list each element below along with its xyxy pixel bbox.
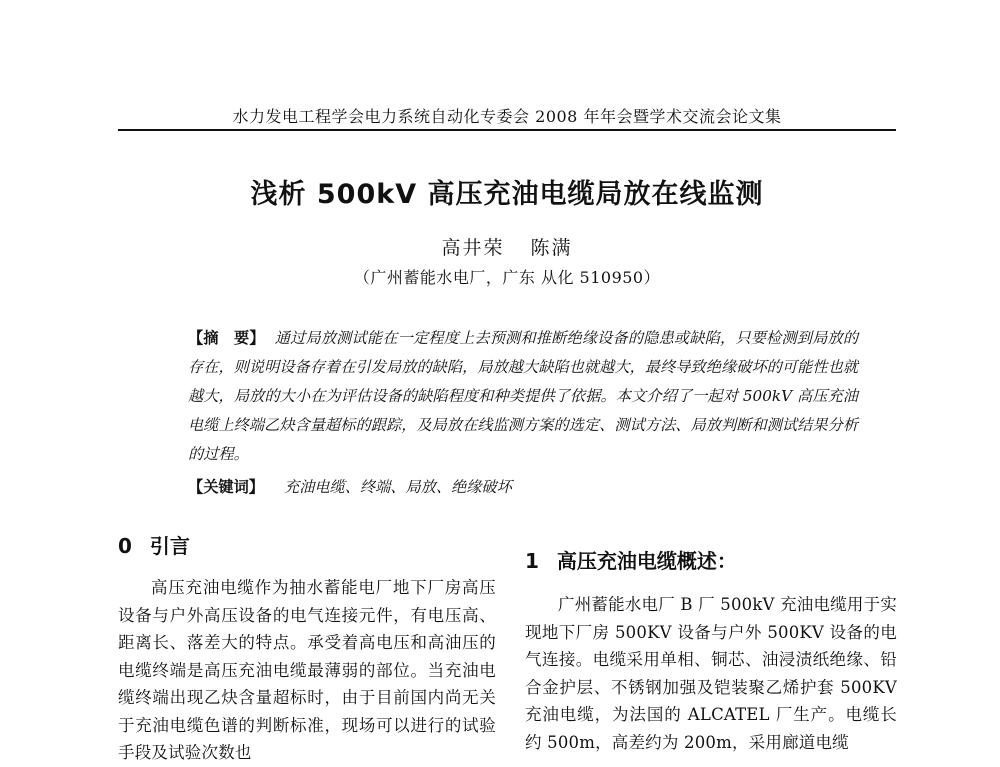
section-heading-overview [525, 545, 737, 574]
affiliation: （广州蓄能水电厂，广东 从化 510950） [353, 268, 661, 287]
section-number: 1 [525, 549, 539, 573]
paragraph: 广州蓄能水电厂 B 厂 500kV 充油电缆用于实现地下厂房 500KV 设备与户外 500KV 设备的电气连接。电缆采用单相、铜芯、油浸渍纸绝缘、铅合金护层、不锈钢加强及铠装聚乙烯护套 500KV 充油电缆，为法国的 ALCATEL 厂生产。电缆长约 500m，高差约为 200m，采用廊道电缆 [525, 595, 898, 752]
author-list [118, 233, 896, 260]
abstract-label: 【摘 要】 [188, 329, 265, 347]
paper-title: 浅析 500kV 高压充油电缆局放在线监测 [250, 179, 764, 210]
header-rule [118, 129, 896, 131]
body-column-right [525, 591, 897, 756]
author-name: 陈满 [530, 237, 573, 259]
paragraph: 高压充油电缆作为抽水蓄能电厂地下厂房高压设备与户外高压设备的电气连接元件，有电压高、距离长、落差大的特点。承受着高电压和高油压的电缆终端是高压充油电缆最薄弱的部位。当充油电缆终端出现乙炔含量超标时，由于目前国内尚无关于充油电缆色谱的判断标准，现场可以进行的试验手段及试验次数也 [118, 578, 496, 762]
abstract [158, 324, 858, 469]
section-title: 引言 [149, 534, 190, 558]
keywords [188, 473, 858, 502]
section-title: 高压充油电缆概述： [556, 549, 737, 573]
abstract-text: 通过局放测试能在一定程度上去预测和推断绝缘设备的隐患或缺陷，只要检测到局放的存在，则说明设备存着在引发局放的缺陷，局放越大缺陷也就越大，最终导致绝缘破坏的可能性也就越大，局放的大小在为评估设备的缺陷程度和种类提供了依据。本文介绍了一起对 500kV 高压充油电缆上终端乙炔含量超标的跟踪，及局放在线监测方案的选定、测试方法、局放判断和测试结果分析的过程。 [188, 329, 859, 463]
body-column-left [118, 574, 496, 767]
keywords-text: 充油电缆、终端、局放、绝缘破坏 [283, 478, 512, 496]
section-heading-introduction [118, 530, 190, 559]
running-header: 水力发电工程学会电力系统自动化专委会 2008 年年会暨学术交流会论文集 [232, 107, 782, 126]
keywords-label: 【关键词】 [188, 478, 264, 496]
author-name: 高井荣 [441, 237, 505, 259]
section-number: 0 [118, 534, 132, 558]
